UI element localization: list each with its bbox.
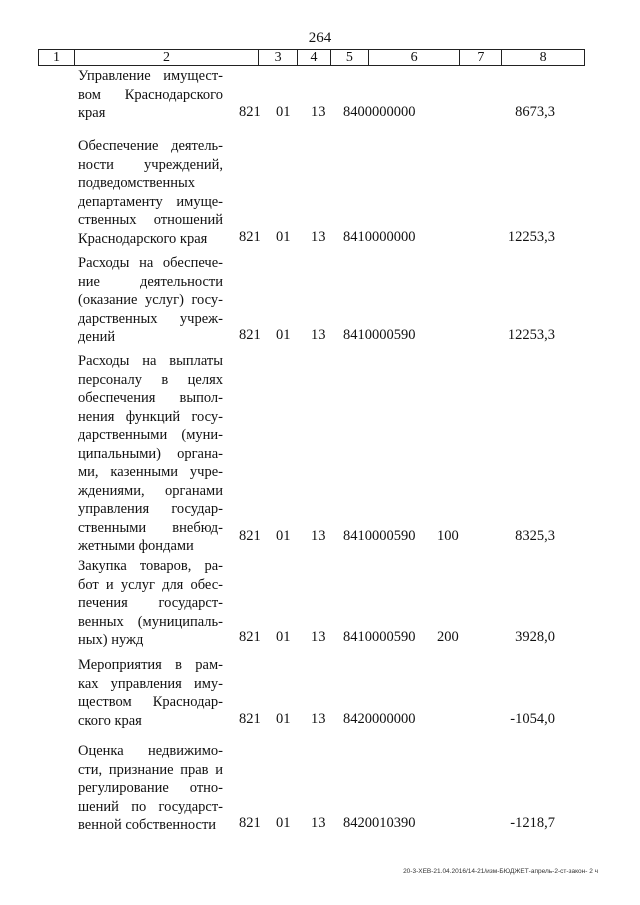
row-section: 01 bbox=[276, 327, 291, 343]
row-name-line: Расходы на выплаты bbox=[78, 353, 223, 369]
row-name-line: жетными фондами bbox=[78, 538, 194, 554]
row-target: 8400000000 bbox=[343, 104, 416, 120]
row-name bbox=[78, 254, 223, 347]
row-target: 8420010390 bbox=[343, 815, 416, 831]
row-section: 01 bbox=[276, 528, 291, 544]
row-name-line: Мероприятия в рам- bbox=[78, 657, 223, 673]
row-code: 821 bbox=[239, 528, 261, 544]
header-col-8: 8 bbox=[539, 50, 547, 65]
row-name-line: персоналу в целях bbox=[78, 371, 223, 388]
row-subsection: 13 bbox=[311, 528, 326, 544]
row-amount: -1218,7 bbox=[510, 815, 555, 831]
row-name-line: дарственных учреж- bbox=[78, 310, 223, 327]
row-name-line: вом Краснодарского bbox=[78, 86, 223, 103]
row-code: 821 bbox=[239, 104, 261, 120]
row-subsection: 13 bbox=[311, 629, 326, 645]
row-name-line: (оказание услуг) госу- bbox=[78, 292, 223, 308]
row-code: 821 bbox=[239, 815, 261, 831]
row-subsection: 13 bbox=[311, 711, 326, 727]
row-amount: 12253,3 bbox=[507, 229, 555, 245]
row-name bbox=[78, 352, 223, 556]
header-col-3: 3 bbox=[259, 50, 298, 65]
row-code: 821 bbox=[239, 629, 261, 645]
row-name-line: ности учреждений, bbox=[78, 156, 223, 173]
row-code: 821 bbox=[239, 229, 261, 245]
row-name-line: Закупка товаров, ра- bbox=[78, 558, 223, 574]
document-footer-code: 20-3-ХЕВ-21.04.2016/14-21/изм-БЮДЖЕТ-апрель-2-ст-закон- 2 ч bbox=[403, 868, 598, 875]
row-name-line: Управление имущест- bbox=[78, 68, 223, 84]
row-name-line: дений bbox=[78, 329, 116, 345]
row-name-line: Краснодарского края bbox=[78, 230, 208, 247]
row-name-line: нения функций госу- bbox=[78, 408, 223, 425]
row-amount: 8325,3 bbox=[515, 528, 555, 544]
row-name-line: подведомственных bbox=[78, 175, 195, 191]
header-col-4: 4 bbox=[298, 50, 331, 65]
row-name-line: бот и услуг для обес- bbox=[78, 576, 223, 593]
row-name-line: печения государст- bbox=[78, 595, 223, 611]
row-target: 8410000000 bbox=[343, 229, 416, 245]
row-name-line: обеспечения выпол- bbox=[78, 390, 223, 406]
row-name-line: ского края bbox=[78, 712, 142, 729]
row-expense-type: 200 bbox=[437, 629, 459, 645]
row-subsection: 13 bbox=[311, 327, 326, 343]
header-col-2: 2 bbox=[75, 50, 259, 65]
row-name-line: Обеспечение деятель- bbox=[78, 138, 223, 154]
row-target: 8410000590 bbox=[343, 327, 416, 343]
row-section: 01 bbox=[276, 229, 291, 245]
row-target: 8410000590 bbox=[343, 528, 416, 544]
row-target: 8410000590 bbox=[343, 629, 416, 645]
row-name bbox=[78, 67, 223, 123]
row-name-line: венных (муниципаль- bbox=[78, 613, 223, 630]
row-code: 821 bbox=[239, 711, 261, 727]
row-subsection: 13 bbox=[311, 229, 326, 245]
page-number: 264 bbox=[308, 30, 332, 46]
table-header-row bbox=[38, 49, 585, 66]
row-name bbox=[78, 137, 223, 248]
row-section: 01 bbox=[276, 629, 291, 645]
row-name-line: ми, казенными учре- bbox=[78, 464, 223, 480]
row-name-line: ках управления иму- bbox=[78, 675, 223, 692]
row-name-line: сти, признание прав и bbox=[78, 761, 223, 778]
row-name-line: ществом Краснодар- bbox=[78, 694, 223, 710]
row-target: 8420000000 bbox=[343, 711, 416, 727]
row-name-line: ных) нужд bbox=[78, 632, 144, 648]
header-col-1: 1 bbox=[39, 50, 75, 65]
row-name bbox=[78, 656, 223, 730]
row-amount: 12253,3 bbox=[507, 327, 555, 343]
row-name-line: ственными внебюд- bbox=[78, 519, 223, 536]
row-code: 821 bbox=[239, 327, 261, 343]
header-col-5: 5 bbox=[331, 50, 369, 65]
row-name-line: края bbox=[78, 105, 106, 121]
row-name-line: департаменту имуще- bbox=[78, 193, 223, 210]
row-name-line: шений по государст- bbox=[78, 798, 223, 815]
row-name bbox=[78, 742, 223, 835]
row-name-line: Расходы на обеспече- bbox=[78, 255, 223, 271]
row-name-line: ственных отношений bbox=[78, 212, 223, 228]
row-subsection: 13 bbox=[311, 104, 326, 120]
row-amount: 3928,0 bbox=[515, 629, 555, 645]
row-expense-type: 100 bbox=[437, 528, 459, 544]
row-section: 01 bbox=[276, 104, 291, 120]
header-col-6: 6 bbox=[369, 50, 461, 65]
row-name-line: Оценка недвижимо- bbox=[78, 743, 223, 759]
row-section: 01 bbox=[276, 815, 291, 831]
row-name-line: ние деятельности bbox=[78, 273, 223, 290]
row-name-line: регулирование отно- bbox=[78, 780, 223, 796]
row-name-line: дарственными (муни- bbox=[78, 427, 223, 443]
row-name bbox=[78, 557, 223, 650]
header-col-7: 7 bbox=[460, 50, 502, 65]
row-amount: -1054,0 bbox=[510, 711, 555, 727]
row-name-line: ципальными) органа- bbox=[78, 445, 223, 462]
row-name-line: ждениями, органами bbox=[78, 482, 223, 499]
row-name-line: управления государ- bbox=[78, 501, 223, 517]
row-subsection: 13 bbox=[311, 815, 326, 831]
row-name-line: венной собственности bbox=[78, 817, 217, 833]
row-amount: 8673,3 bbox=[515, 104, 555, 120]
row-section: 01 bbox=[276, 711, 291, 727]
